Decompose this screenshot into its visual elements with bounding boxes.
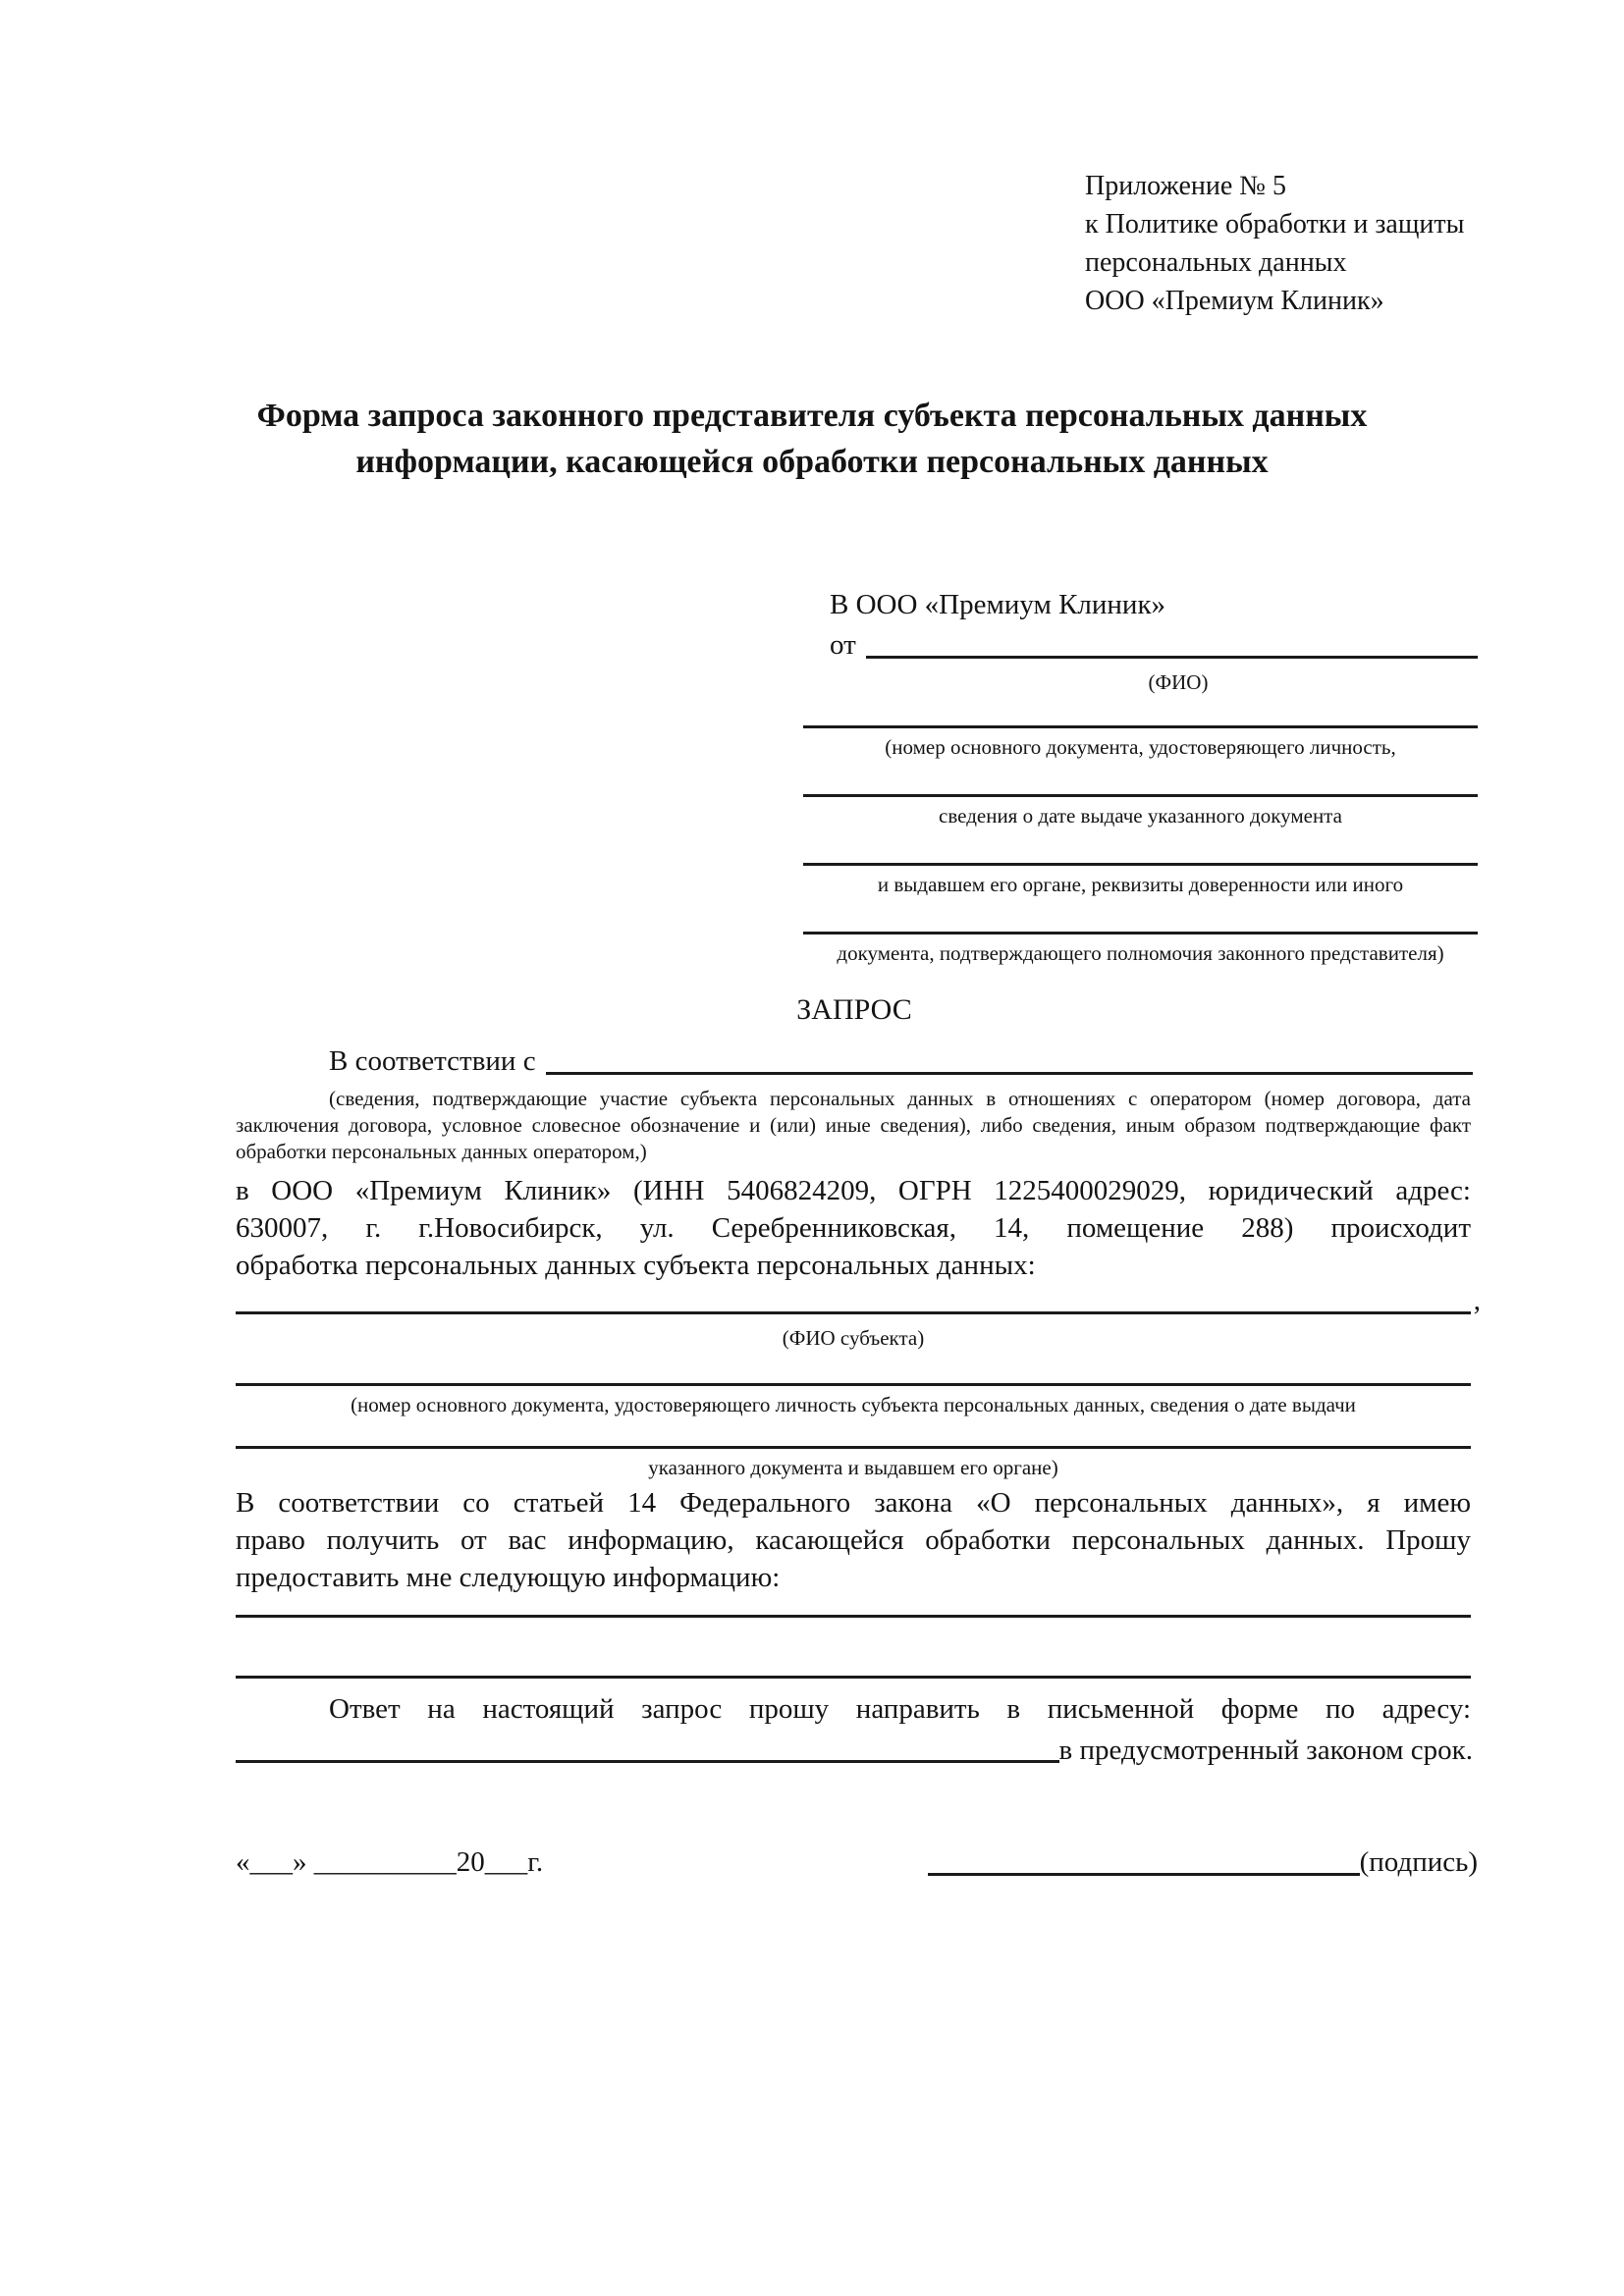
subject-doc-line-2 — [236, 1446, 1471, 1449]
representative-doc-caption-1: (номер основного документа, удостоверяющего личность, — [885, 735, 1396, 759]
law-paragraph-line-3: предоставить мне следующую информацию: — [236, 1562, 781, 1593]
basis-caption — [236, 1086, 1471, 1165]
from-row — [830, 624, 1478, 664]
operator-paragraph-line-1: в ООО «Премиум Клиник» (ИНН 5406824209, ОГРН 1225400029029, юридический адрес: — [236, 1175, 1471, 1206]
signature-line — [928, 1873, 1360, 1876]
from-label: от — [830, 629, 856, 661]
request-heading: ЗАПРОС — [796, 993, 912, 1026]
law-paragraph-line-1: В соответствии со статьей 14 Федерального закона «О персональных данных», я имею — [236, 1487, 1471, 1519]
representative-doc-caption-4: документа, подтверждающего полномочия законного представителя) — [837, 941, 1444, 965]
subject-doc-caption-2: указанного документа и выдавшем его органе) — [648, 1456, 1058, 1479]
basis-field-line — [546, 1072, 1473, 1075]
signature-caption: (подпись) — [1359, 1846, 1478, 1878]
basis-row — [236, 1041, 1473, 1080]
operator-paragraph-line-3: обработка персональных данных субъекта персональных данных: — [236, 1250, 1036, 1281]
subject-doc-line-1 — [236, 1383, 1471, 1386]
operator-paragraph — [236, 1172, 1471, 1284]
appendix-line-3: персональных данных — [1085, 247, 1347, 278]
form-title-line-2: информации, касающейся обработки персональных данных — [355, 444, 1269, 480]
appendix-line-1: Приложение № 5 — [1085, 171, 1286, 201]
fio-caption: (ФИО) — [1148, 670, 1209, 694]
signature-row — [928, 1843, 1478, 1881]
basis-label: В соответствии с — [329, 1045, 536, 1077]
law-paragraph-line-2: право получить от вас информацию, касающейся обработки персональных данных. Прошу — [236, 1524, 1471, 1556]
form-title-line-1: Форма запроса законного представителя субъекта персональных данных — [256, 398, 1368, 434]
basis-caption-line-1: (сведения, подтверждающие участие субъекта персональных данных в отношениях с оператором (номер договора, дата — [329, 1087, 1471, 1110]
basis-caption-line-2: заключения договора, условное словесное обозначение и (или) иные сведения), либо сведения, иным образом подтверждающие факт — [236, 1113, 1471, 1137]
subject-fio-caption: (ФИО субъекта) — [782, 1326, 925, 1350]
representative-doc-caption-3: и выдавшем его органе, реквизиты доверенности или иного — [877, 873, 1404, 896]
reply-suffix: в предусмотренный законом срок. — [1058, 1735, 1473, 1766]
from-field-line — [866, 656, 1478, 659]
representative-doc-line-4 — [803, 932, 1478, 934]
appendix-line-4: ООО «Премиум Клиник» — [1085, 286, 1384, 316]
law-paragraph — [236, 1484, 1471, 1596]
subject-name-comma: , — [1473, 1285, 1481, 1316]
reply-paragraph: Ответ на настоящий запрос прошу направить в письменной форме по адресу: — [329, 1693, 1471, 1725]
representative-doc-line-3 — [803, 863, 1478, 866]
info-blank-line-2 — [236, 1676, 1471, 1679]
appendix-line-2: к Политике обработки и защиты — [1085, 209, 1465, 240]
info-blank-line-1 — [236, 1615, 1471, 1618]
basis-caption-line-3: обработки персональных данных оператором,) — [236, 1140, 647, 1163]
subject-name-line — [236, 1311, 1471, 1314]
representative-doc-line-2 — [803, 794, 1478, 797]
reply-address-row — [236, 1732, 1473, 1769]
representative-doc-line-1 — [803, 725, 1478, 728]
form-title — [98, 393, 1526, 485]
reply-address-line — [236, 1760, 1059, 1763]
operator-paragraph-line-2: 630007, г. г.Новосибирск, ул. Серебренниковская, 14, помещение 288) происходит — [236, 1212, 1471, 1244]
appendix-header — [1085, 167, 1537, 320]
subject-name-row — [236, 1285, 1481, 1319]
addressee-org: В ООО «Премиум Клиник» — [830, 589, 1166, 620]
representative-doc-caption-2: сведения о дате выдаче указанного документа — [939, 804, 1342, 828]
date-field: «___» __________20___г. — [236, 1846, 544, 1878]
subject-doc-caption-1: (номер основного документа, удостоверяющего личность субъекта персональных данных, сведения о дате выдачи — [351, 1393, 1356, 1416]
